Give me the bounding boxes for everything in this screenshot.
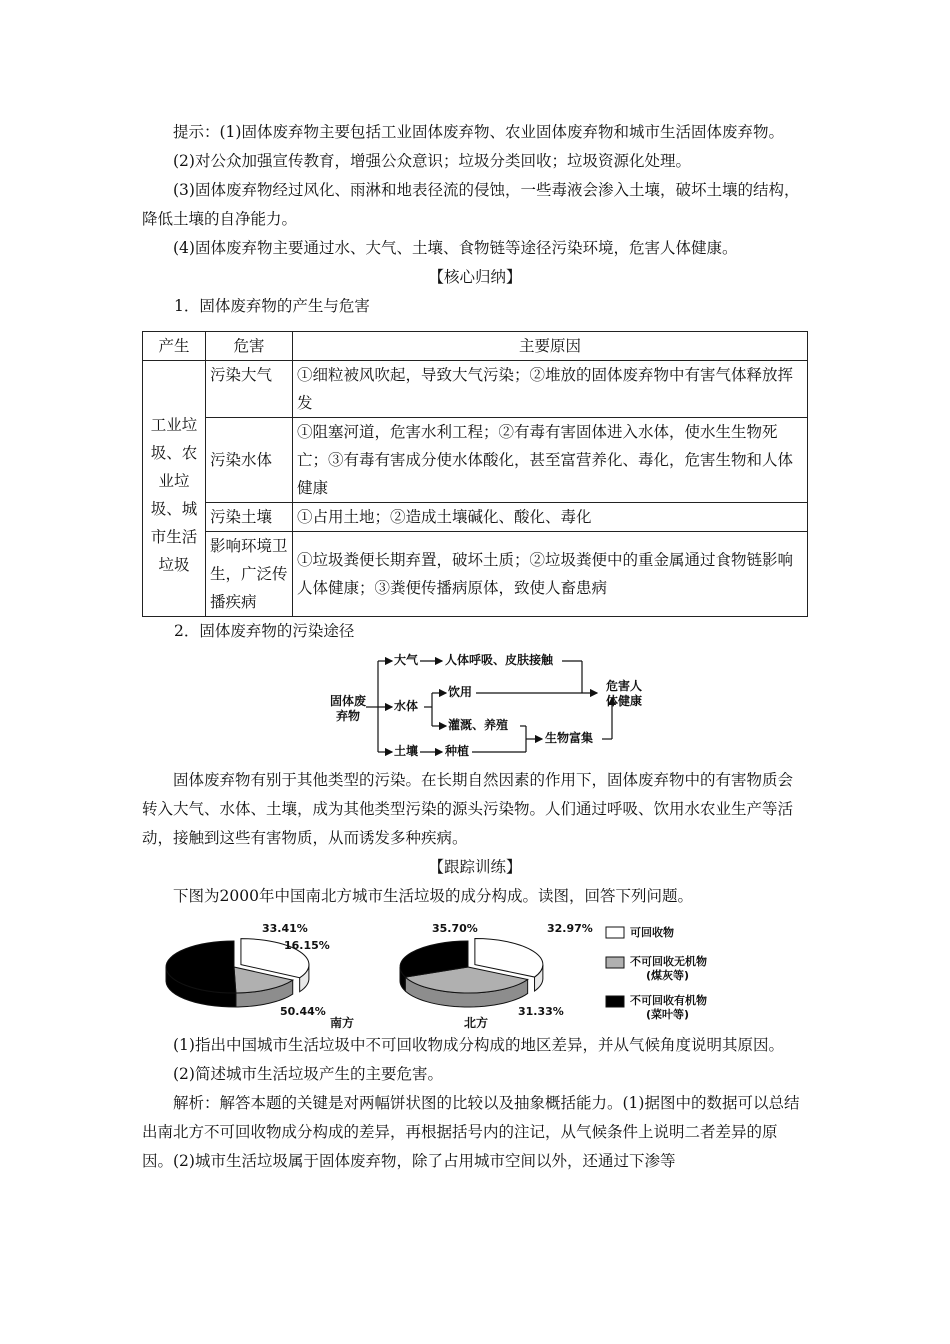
diagram-drinking: 饮用 — [448, 685, 473, 699]
hint-3: (3)固体废弃物经过风化、雨淋和地表径流的侵蚀，一些毒液会渗入土壤，破坏土壤的结构，降低土壤的自净能力。 — [142, 181, 800, 228]
table-row — [143, 503, 808, 532]
table-header-row — [143, 332, 808, 361]
track-heading: 【跟踪训练】 — [428, 858, 522, 876]
header-source: 产生 — [143, 332, 206, 361]
north-title: 北方 — [464, 1016, 489, 1030]
core-heading: 【核心归纳】 — [428, 268, 522, 286]
pollution-pathway-diagram — [142, 646, 808, 766]
diagram-breathing: 人体呼吸、皮肤接触 — [445, 653, 554, 667]
diagram-irrigation: 灌溉、养殖 — [448, 718, 509, 732]
section1-title: 1．固体废弃物的产生与危害 — [174, 297, 370, 315]
diagram-bioaccum: 生物富集 — [545, 731, 594, 745]
harm-cell: 污染土壤 — [206, 503, 293, 532]
harm-cell: 污染水体 — [206, 418, 293, 503]
header-reason: 主要原因 — [293, 332, 808, 361]
pie-charts — [142, 915, 808, 1031]
section2-title: 2．固体废弃物的污染途径 — [174, 622, 355, 640]
reason-cell: ①细粒被风吹起，导致大气污染；②堆放的固体废弃物中有害气体释放挥发 — [293, 361, 808, 418]
diagram-soil: 土壤 — [394, 744, 419, 758]
south-label-recyclable: 33.41% — [262, 922, 308, 935]
legend-swatch-0 — [606, 927, 624, 938]
south-label-inorganic: 16.15% — [284, 939, 330, 952]
table-row — [143, 361, 808, 418]
reason-cell: ①垃圾粪便长期弃置，破坏土质；②垃圾粪便中的重金属通过食物链影响人体健康；③粪便传播病原体，致使人畜患病 — [293, 532, 808, 617]
legend-swatch-2 — [606, 996, 624, 1007]
north-label-organic: 31.33% — [518, 1005, 564, 1018]
diagram-water: 水体 — [394, 699, 419, 713]
legend-label-organic: 不可回收有机物 — [630, 994, 707, 1007]
paragraph-after-diagram: 固体废弃物有别于其他类型的污染。在长期自然因素的作用下，固体废弃物中的有害物质会转入大气、水体、土壤，成为其他类型污染的源头污染物。人们通过呼吸、饮用水农业生产等活动，接触到这些有害物质，从而诱发多种疾病。 — [142, 771, 794, 847]
header-harm: 危害 — [206, 332, 293, 361]
harm-table — [142, 331, 808, 617]
table-row — [143, 418, 808, 503]
question-intro: 下图为2000年中国南北方城市生活垃圾的成分构成。读图，回答下列问题。 — [173, 887, 693, 905]
legend-label-recyclable: 可回收物 — [630, 926, 674, 939]
document-page — [142, 118, 808, 1176]
table-row — [143, 532, 808, 617]
south-title: 南方 — [330, 1016, 355, 1030]
hint-4: (4)固体废弃物主要通过水、大气、土壤、食物链等途径污染环境，危害人体健康。 — [173, 239, 738, 257]
diagram-source: 固体废弃物 — [329, 694, 366, 723]
diagram-planting: 种植 — [445, 744, 470, 758]
diagram-atmosphere: 大气 — [394, 653, 419, 667]
hint-1: 提示：(1)固体废弃物主要包括工业固体废弃物、农业固体废弃物和城市生活固体废弃物。 — [173, 123, 784, 141]
question-1: (1)指出中国城市生活垃圾中不可回收物成分构成的地区差异，并从气候角度说明其原因。 — [173, 1036, 784, 1054]
legend-label-inorganic: 不可回收无机物 — [630, 955, 707, 968]
harm-cell: 影响环境卫生，广泛传播疾病 — [206, 532, 293, 617]
source-cell: 工业垃圾、农业垃圾、城市生活垃圾 — [143, 361, 206, 617]
north-label-recyclable: 32.97% — [547, 922, 593, 935]
reason-cell: ①阻塞河道，危害水利工程；②有毒有害固体进入水体，使水生生物死亡；③有毒有害成分使水体酸化，甚至富营养化、毒化，危害生物和人体健康 — [293, 418, 808, 503]
analysis: 解析：解答本题的关键是对两幅饼状图的比较以及抽象概括能力。(1)据图中的数据可以总结出南北方不可回收物成分构成的差异，再根据括号内的注记，从气候条件上说明二者差异的原因。(2)城市生活垃圾属于固体废弃物，除了占用城市空间以外，还通过下渗等 — [142, 1094, 800, 1170]
diagram-result: 危害人体健康 — [605, 679, 642, 708]
legend-swatch-1 — [606, 957, 624, 968]
legend-sub-organic: (菜叶等) — [646, 1008, 690, 1021]
hint-2: (2)对公众加强宣传教育，增强公众意识；垃圾分类回收；垃圾资源化处理。 — [173, 152, 691, 170]
legend-sub-inorganic: (煤灰等) — [646, 969, 690, 982]
harm-cell: 污染大气 — [206, 361, 293, 418]
north-label-inorganic: 35.70% — [432, 922, 478, 935]
question-2: (2)简述城市生活垃圾产生的主要危害。 — [173, 1065, 443, 1083]
south-label-organic: 50.44% — [280, 1005, 326, 1018]
reason-cell: ①占用土地；②造成土壤碱化、酸化、毒化 — [293, 503, 808, 532]
